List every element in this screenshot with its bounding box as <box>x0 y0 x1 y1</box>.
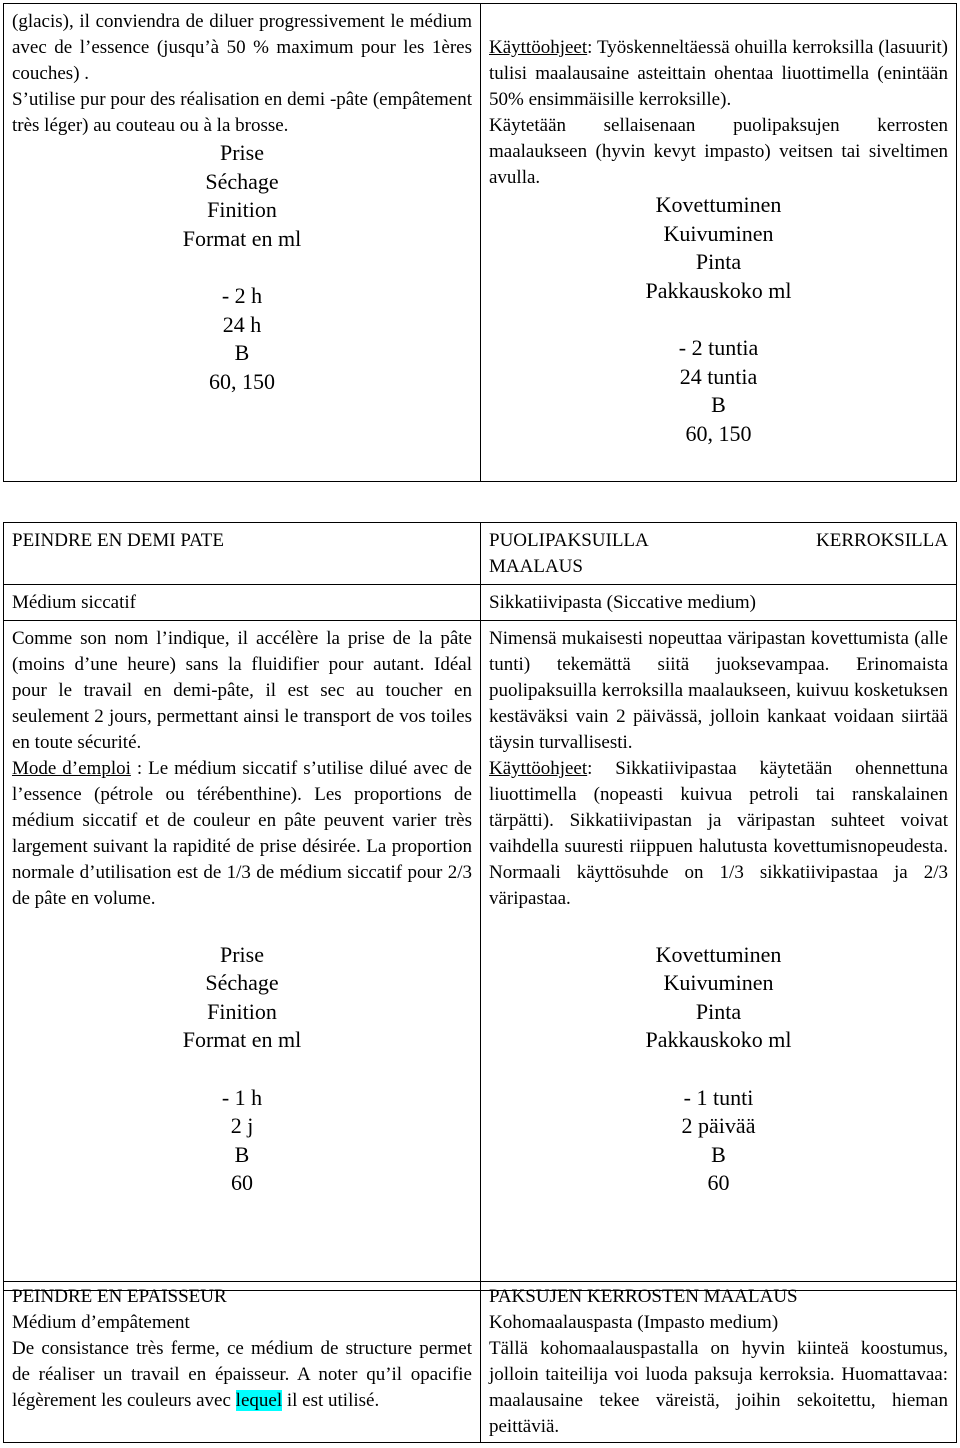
spec-label: Prise <box>220 140 264 165</box>
paragraph: Käyttöohjeet: Työskenneltäessä ohuilla kerroksilla (lasuurit) tulisi maalausaine asteittain ohentaa liuottimella (enintään 50% ensimmäisille kerroksille). <box>489 37 948 110</box>
paragraph: S’utilise pur pour des réalisation en demi -pâte (empâtement très léger) au couteau ou à la brosse. <box>12 89 472 136</box>
cell-fr-2-product <box>4 585 481 621</box>
product-name: Médium d’empâtement <box>12 1312 190 1333</box>
spec-label: Pinta <box>695 998 742 1024</box>
spec-label: Format en ml <box>182 225 302 251</box>
spec-label: Finition <box>207 998 277 1024</box>
spec-value: B <box>711 1141 726 1167</box>
cell-fi-3 <box>481 1282 957 1443</box>
paragraph: Käyttöohjeet: Sikkatiivipastaa käytetään ohennettuna liuottimella (nopeasti kuivua petroli tai ranskalainen tärpätti). Sikkatiivipastan ja väripastan suhteet voivat vaihdella suuresti riippuen halutusta kovettumisnopeudesta. Normaali käyttösuhde on 1/3 sikkatiivipastaa ja 2/3 väripastaa. <box>489 758 948 909</box>
spec-label: Séchage <box>205 970 279 996</box>
paragraph: Comme son nom l’indique, il accélère la prise de la pâte (moins d’une heure) sans la fluidifier pour autant. Idéal pour le travail en demi-pâte, il est sec au toucher en seulement 2 jours, permettant ainsi le transport de vos toiles en toute sécurité. <box>12 628 472 753</box>
paragraph: Nimensä mukaisesti nopeuttaa väripastan kovettumista (alle tunti) tekemättä siitä juoksevampaa. Erinomaista puolipaksuilla kerroksilla maalaukseen, kuivuu kosketuksen kestäväksi vain 2 päivässä, jolloin kankaat voidaan siirtää täysin turvallisesti. <box>489 628 948 753</box>
mode-label: Käyttöohjeet <box>489 37 588 58</box>
paragraph: De consistance très ferme, ce médium de structure permet de réaliser un travail en épaisseur. A noter qu’il opacifie légèrement les couleurs avec lequel il est utilisé. <box>12 1338 472 1411</box>
spec-value: - 1 h <box>221 1084 263 1110</box>
table-block-1 <box>3 3 957 482</box>
paragraph: Käytetään sellaisenaan puolipaksujen kerrosten maalaukseen (hyvin kevyt impasto) veitsen tai siveltimen avulla. <box>489 115 948 188</box>
cell-fi-2-body <box>481 621 957 1291</box>
section-heading: PAKSUJEN KERROSTEN MAALAUS <box>489 1286 798 1307</box>
spec-value: 60, 150 <box>209 368 275 394</box>
spec-label: Séchage <box>205 168 279 194</box>
spec-value: 24 h <box>222 311 262 337</box>
spec-label: Format en ml <box>182 1027 302 1053</box>
cell-fi-1 <box>481 4 957 482</box>
spec-value: 60 <box>707 1170 730 1196</box>
spec-value: B <box>234 1141 250 1167</box>
paragraph: (glacis), il conviendra de diluer progressivement le médium avec de l’essence (jusqu’à 50 % maximum pour les 1ères couches) . <box>12 11 472 84</box>
spec-value: 2 j <box>230 1113 254 1139</box>
spec-value: - 2 h <box>221 282 263 308</box>
product-name: Sikkatiivipasta (Siccative medium) <box>489 592 756 613</box>
spec-label: Kuivuminen <box>663 220 774 246</box>
paragraph: Tällä kohomaalauspastalla on hyvin kiinteä koostumus, jolloin taiteilija voi luoda paksuja kerroksia. Huomattavaa: maalausaine tekee väreistä, joihin sekoitettu, hieman peittäviä. <box>489 1338 948 1437</box>
spec-value: 60, 150 <box>685 420 752 446</box>
product-name: Médium siccatif <box>12 592 136 613</box>
paragraph: Mode d’emploi : Le médium siccatif s’utilise dilué avec de l’essence (pétrole ou térébenthine). Les proportions de médium siccatif et de couleur en pâte peuvent varier très largement suivant la rapidité de prise désirée. La proportion normale d’utilisation est de 1/3 de médium siccatif pour 2/3 de pâte en volume. <box>12 758 472 909</box>
spec-label: Finition <box>207 197 277 223</box>
cell-fi-2-heading <box>481 523 957 585</box>
spec-value: - 1 tunti <box>683 1084 754 1110</box>
spec-label: Pakkauskoko ml <box>645 277 792 303</box>
spec-value: 2 päivää <box>681 1113 756 1139</box>
mode-label: Mode d’emploi <box>12 758 131 779</box>
spec-label: Pinta <box>695 249 742 275</box>
cell-fr-2 <box>4 523 481 585</box>
spec-label: Pakkauskoko ml <box>645 1027 792 1053</box>
spec-label: Prise <box>220 941 264 967</box>
mode-label: Käyttöohjeet <box>489 758 588 779</box>
section-heading: PEINDRE EN EPAISSEUR <box>12 1286 227 1307</box>
section-heading-line2: MAALAUS <box>489 556 583 577</box>
section-heading: PEINDRE EN DEMI PATE <box>12 530 224 551</box>
highlighted-word: lequel <box>235 1390 283 1411</box>
cell-fr-2-body <box>4 621 481 1291</box>
table-block-3 <box>3 1281 957 1443</box>
product-name: Kohomaalauspasta (Impasto medium) <box>489 1312 779 1333</box>
spec-label: Kuivuminen <box>663 970 774 996</box>
cell-fr-1 <box>4 4 481 482</box>
spec-label: Kovettuminen <box>655 941 782 967</box>
spec-value: 60 <box>231 1170 253 1196</box>
cell-fi-2-product <box>481 585 957 621</box>
spec-value: 24 tuntia <box>679 363 758 389</box>
table-block-2 <box>3 522 957 1291</box>
spec-value: - 2 tuntia <box>678 334 759 360</box>
section-heading: PUOLIPAKSUILLA KERROKSILLA <box>489 530 948 551</box>
spec-value: B <box>234 340 250 366</box>
spec-label: Kovettuminen <box>655 192 782 217</box>
cell-fr-3 <box>4 1282 481 1443</box>
spec-value: B <box>711 392 726 418</box>
